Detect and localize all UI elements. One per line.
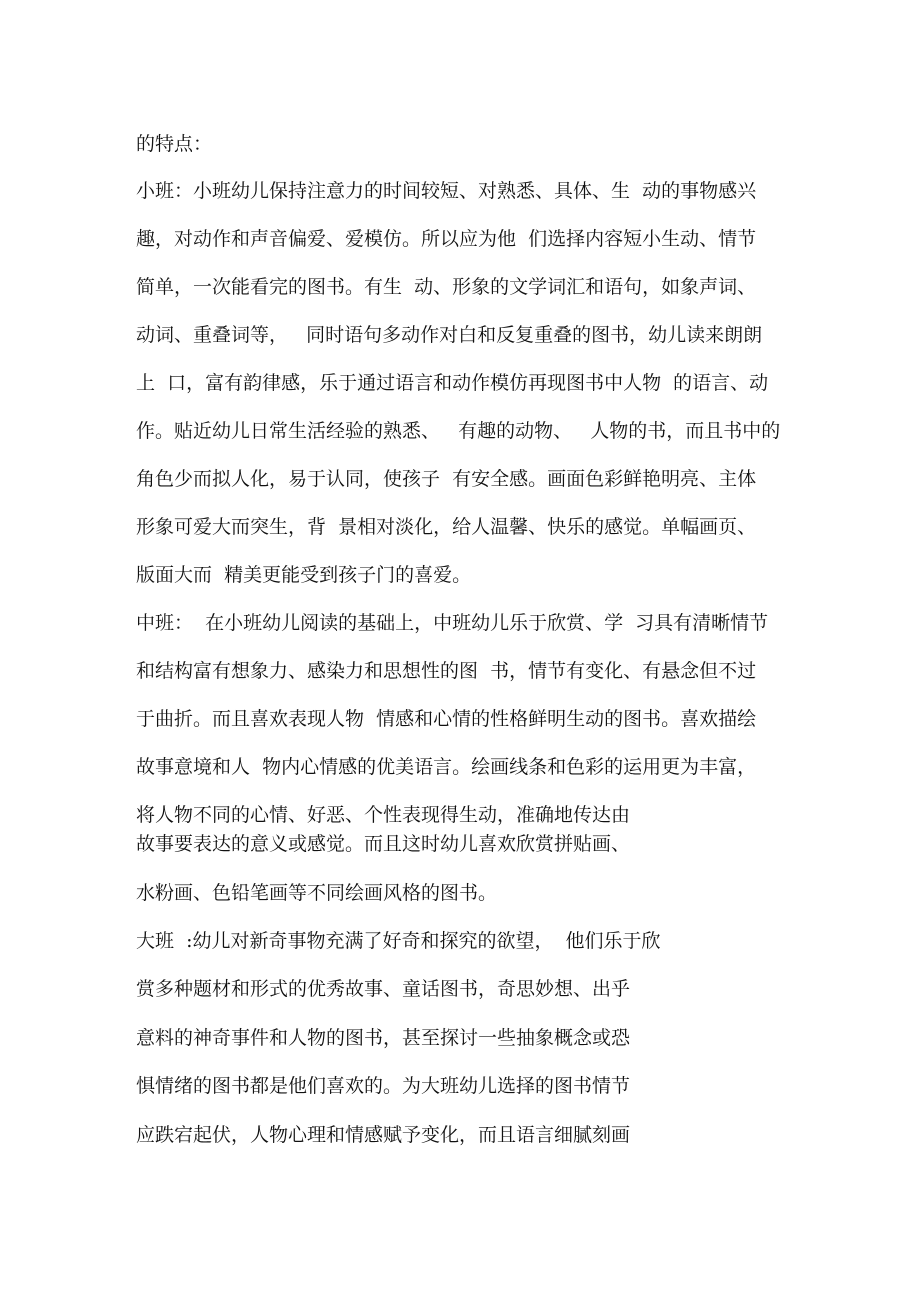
text-line: 作。贴近幼儿日常生活经验的熟悉、 有趣的动物、 人物的书，而且书中的 (136, 420, 781, 442)
text-line: 中班： 在小班幼儿阅读的基础上，中班幼儿乐于欣赏、学 习具有清晰情节 (136, 612, 769, 634)
text-line: 于曲折。而且喜欢表现人物 情感和心情的性格鲜明生动的图书。喜欢描绘 (136, 708, 757, 730)
text-line: 赏多种题材和形式的优秀故事、童话图书，奇思妙想、出乎 (136, 978, 631, 1000)
text-line: 大班 :幼儿对新奇事物充满了好奇和探究的欲望， 他们乐于欣 (136, 930, 661, 952)
text-line: 故事意境和人 物内心情感的优美语言。绘画线条和色彩的运用更为丰富， (136, 756, 757, 778)
text-line: 角色少而拟人化，易于认同，使孩子 有安全感。画面色彩鲜艳明亮、主体 (136, 468, 757, 490)
text-line: 上 口，富有韵律感，乐于通过语言和动作模仿再现图书中人物 的语言、动 (136, 372, 769, 394)
text-line: 水粉画、色铅笔画等不同绘画风格的图书。 (136, 882, 498, 904)
text-line: 将人物不同的心情、好恶、个性表现得生动，准确地传达由 (136, 804, 631, 826)
text-line: 的特点： (136, 133, 213, 155)
text-line: 形象可爱大而突生，背 景相对淡化，给人温馨、快乐的感觉。单幅画页、 (136, 516, 757, 538)
text-line: 动词、重叠词等， 同时语句多动作对白和反复重叠的图书，幼儿读来朗朗 (136, 324, 763, 346)
text-line: 故事要表达的意义或感觉。而且这时幼儿喜欢欣赏拼贴画、 (136, 833, 631, 855)
text-line: 应跌宕起伏，人物心理和情感赋予变化，而且语言细腻刻画 (136, 1124, 631, 1146)
text-line: 和结构富有想象力、感染力和思想性的图 书，情节有变化、有悬念但不过 (136, 660, 757, 682)
text-line: 小班：小班幼儿保持注意力的时间较短、对熟悉、具体、生 动的事物感兴 (136, 180, 757, 202)
text-line: 趣，对动作和声音偏爱、爱模仿。所以应为他 们选择内容短小生动、情节 (136, 228, 757, 250)
text-line: 简单，一次能看完的图书。有生 动、形象的文学词汇和语句，如象声词、 (136, 276, 757, 298)
text-line: 意料的神奇事件和人物的图书，甚至探讨一些抽象概念或恐 (136, 1027, 631, 1049)
text-line: 惧情绪的图书都是他们喜欢的。为大班幼儿选择的图书情节 (136, 1075, 631, 1097)
text-line: 版面大而 精美更能受到孩子门的喜爱。 (136, 564, 472, 586)
